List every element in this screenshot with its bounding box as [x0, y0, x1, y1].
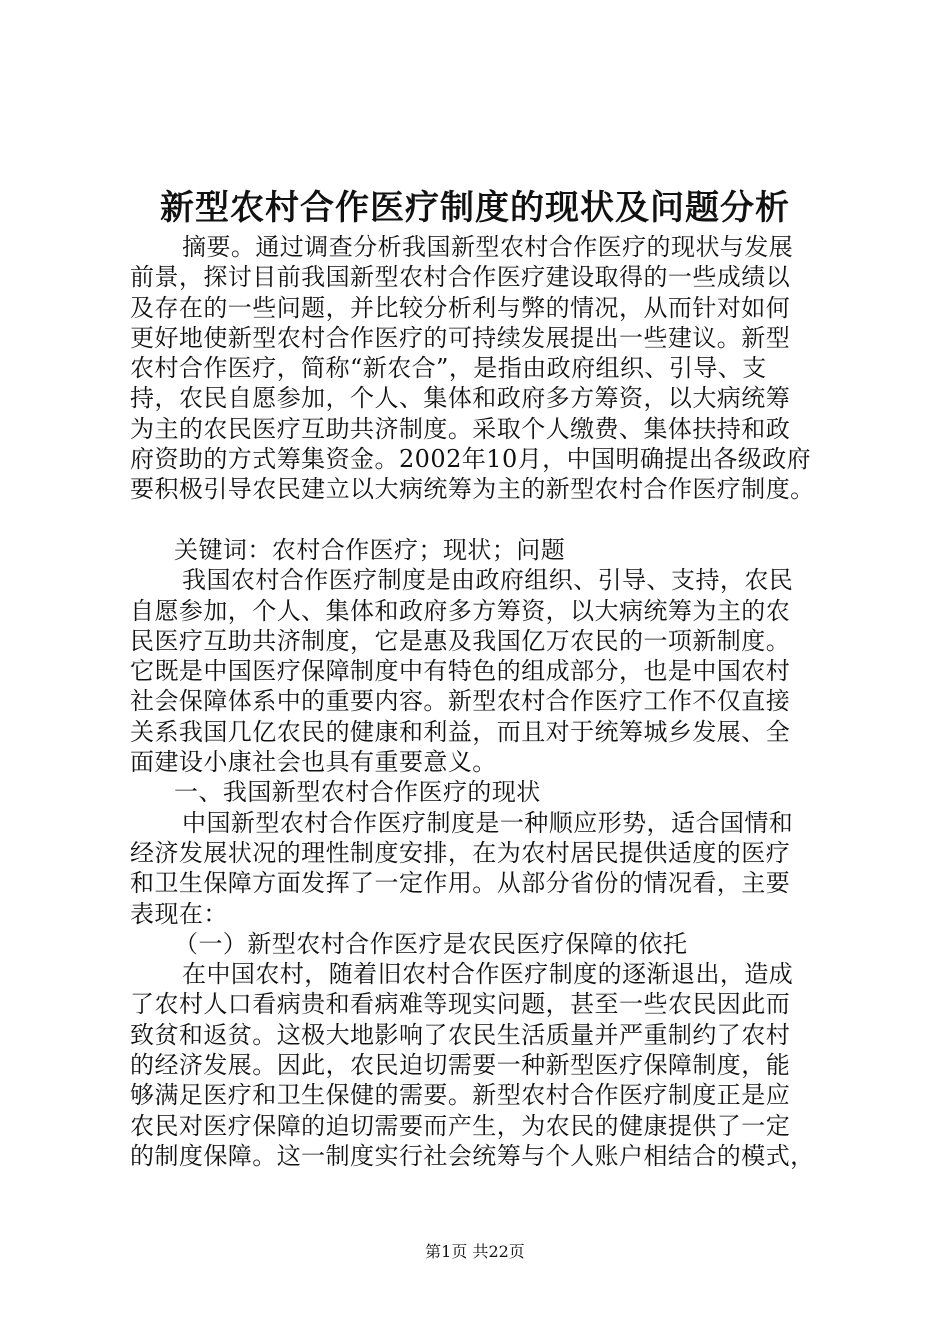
abstract-line: 更好地使新型农村合作医疗的可持续发展提出一些建议。新型 [130, 323, 791, 352]
paragraph-line: 中国新型农村合作医疗制度是一种顺应形势，适合国情和 [182, 808, 794, 837]
keywords-line: 关键词：农村合作医疗；现状；问题 [174, 535, 566, 564]
paragraph-line: 了农村人口看病贵和看病难等现实问题，甚至一些农民因此而 [130, 990, 791, 1019]
abstract-line: 持，农民自愿参加，个人、集体和政府多方筹资，以大病统筹 [130, 384, 791, 413]
abstract-line: 要积极引导农民建立以大病统筹为主的新型农村合作医疗制度。 [130, 475, 815, 504]
section-heading: 一、我国新型农村合作医疗的现状 [174, 778, 541, 807]
paragraph-gap [130, 505, 845, 535]
document-body [130, 232, 845, 1171]
paragraph-line: 民医疗互助共济制度，它是惠及我国亿万农民的一项新制度。 [130, 626, 791, 655]
page-footer: 第1页 共22页 [425, 1242, 525, 1261]
paragraph-line: 的经济发展。因此，农民迫切需要一种新型医疗保障制度，能 [130, 1051, 791, 1080]
paragraph-line: 在中国农村，随着旧农村合作医疗制度的逐渐退出，造成 [182, 960, 794, 989]
document-title: 新型农村合作医疗制度的现状及问题分析 [160, 188, 790, 228]
abstract-line: 农村合作医疗，简称“新农合”，是指由政府组织、引导、支 [130, 354, 767, 383]
paragraph-line: 够满足医疗和卫生保健的需要。新型农村合作医疗制度正是应 [130, 1081, 791, 1110]
paragraph-line: 我国农村合作医疗制度是由政府组织、引导、支持，农民 [182, 566, 794, 595]
abstract-line: 为主的农民医疗互助共济制度。采取个人缴费、集体扶持和政 [130, 414, 791, 443]
paragraph-line: 它既是中国医疗保障制度中有特色的组成部分，也是中国农村 [130, 657, 791, 686]
paragraph-line: 农民对医疗保障的迫切需要而产生，为农民的健康提供了一定 [130, 1111, 791, 1140]
abstract-line: 及存在的一些问题，并比较分析利与弊的情况，从而针对如何 [130, 293, 791, 322]
abstract-line: 摘要。通过调查分析我国新型农村合作医疗的现状与发展 [182, 233, 794, 261]
paragraph-line: 的制度保障。这一制度实行社会统筹与个人账户相结合的模式， [130, 1141, 815, 1170]
paragraph-line: 面建设小康社会也具有重要意义。 [130, 748, 497, 777]
paragraph-line: 致贫和返贫。这极大地影响了农民生活质量并严重制约了农村 [130, 1020, 791, 1049]
paragraph-line: 经济发展状况的理性制度安排，在为农村居民提供适度的医疗 [130, 838, 791, 867]
abstract-line: 前景，探讨目前我国新型农村合作医疗建设取得的一些成绩以 [130, 263, 791, 292]
paragraph-line: 关系我国几亿农民的健康和利益，而且对于统筹城乡发展、全 [130, 717, 791, 746]
paragraph-line: 自愿参加，个人、集体和政府多方筹资，以大病统筹为主的农 [130, 596, 791, 625]
paragraph-line: 社会保障体系中的重要内容。新型农村合作医疗工作不仅直接 [130, 687, 791, 716]
paragraph-line: 和卫生保障方面发挥了一定作用。从部分省份的情况看，主要 [130, 869, 791, 898]
abstract-line: 府资助的方式筹集资金。2002年10月，中国明确提出各级政府 [130, 445, 812, 474]
subsection-heading: （一）新型农村合作医疗是农民医疗保障的依托 [174, 929, 688, 958]
paragraph-line: 表现在： [130, 899, 228, 928]
